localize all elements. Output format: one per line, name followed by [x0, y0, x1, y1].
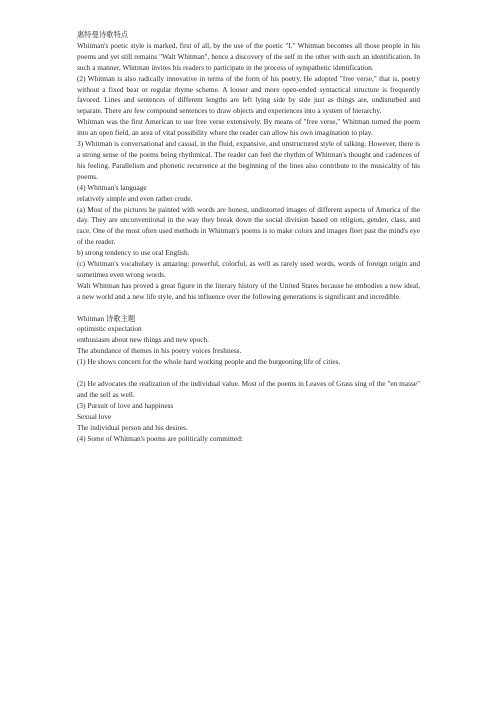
- paragraph: The individual person and his desires.: [77, 422, 188, 432]
- paragraph: b) strong tendency to use oral English.: [77, 248, 190, 258]
- paragraph: (1) He shows concern for the whole hard working people and the burgeoning life of cities.: [77, 357, 341, 367]
- paragraph: enthusiasm about new things and new epoch.: [77, 335, 209, 345]
- document-page: [77, 30, 420, 444]
- paragraph: Walt Whitman has proved a great figure in the literary history of the United States because he embodies a new ideal, a new world and a new life style, and his influence over the following generations is significant and incredible.: [77, 280, 420, 301]
- paragraph: optimistic expectation: [77, 324, 142, 334]
- paragraph: The abundance of themes in his poetry voices freshness.: [77, 346, 242, 356]
- paragraph: (2) Whitman is also radically innovative in terms of the form of his poetry. He adopted "free verse," that is, poetry without a fixed beat or regular rhyme scheme. A looser and more open-ended syntactical structure is frequently favored. Lines and sentences of different lengths are left lying side by side just as things are, undisturbed and separate. There are few compound sentences to draw objects and experiences into a system of hierarchy.: [77, 73, 420, 116]
- section-spacer: [77, 303, 420, 314]
- paragraph: (c) Whitman's vocabulary is amazing: powerful, colorful, as well as rarely used words, words of foreign origin and sometimes even wrong words.: [77, 259, 420, 279]
- paragraph: Whitman's poetic style is marked, first of all, by the use of the poetic "I." Whitman becomes all those people in his poems and yet still remains "Walt Whitman", hence a discovery of the self in the other with such an identification. In such a manner, Whitman invites his readers to participate in the process of sympathetic identification.: [77, 40, 420, 72]
- paragraph: Sexual love: [77, 411, 112, 421]
- paragraph: (3) Pursuit of love and happiness: [77, 400, 174, 410]
- paragraph: (2) He advocates the realization of the individual value. Most of the poems in Leaves of Grass sing of the "en masse" and the self as well.: [77, 378, 420, 399]
- paragraph-spacer: [77, 368, 420, 379]
- paragraph: (a) Most of the pictures he painted with words are honest, undistorted images of different aspects of America of the day. They are unconventional in the way they break down the social division based on religion, gender, class, and race. One of the most often used methods in Whitman's poems is to make colors and images fleet past the mind's eye of the reader.: [77, 204, 420, 247]
- paragraph: (4) Whitman's language: [77, 182, 147, 192]
- paragraph: 3) Whitman is conversational and casual, in the fluid, expansive, and unstructured style of talking. However, there is a strong sense of the poems being rhythmical. The reader can feel the rhythm of Whitman's thought and cadences of his feeling. Parallelism and phonetic recurrence at the beginning of the lines also contribute to the musicality of his poems.: [77, 139, 420, 181]
- paragraph: Whitman was the first American to use free verse extensively. By means of "free verse," Whitman turned the poem into an open field, an area of vital possibility where the reader can allow his own imagination to play.: [77, 117, 420, 138]
- paragraph: relatively simple and even rather crude.: [77, 193, 193, 203]
- document-title: 惠特曼诗歌特点: [77, 30, 129, 39]
- section-subtitle: Whitman 诗歌主题: [77, 313, 136, 323]
- paragraph: (4) Some of Whitman's poems are politically committed:: [77, 433, 243, 443]
